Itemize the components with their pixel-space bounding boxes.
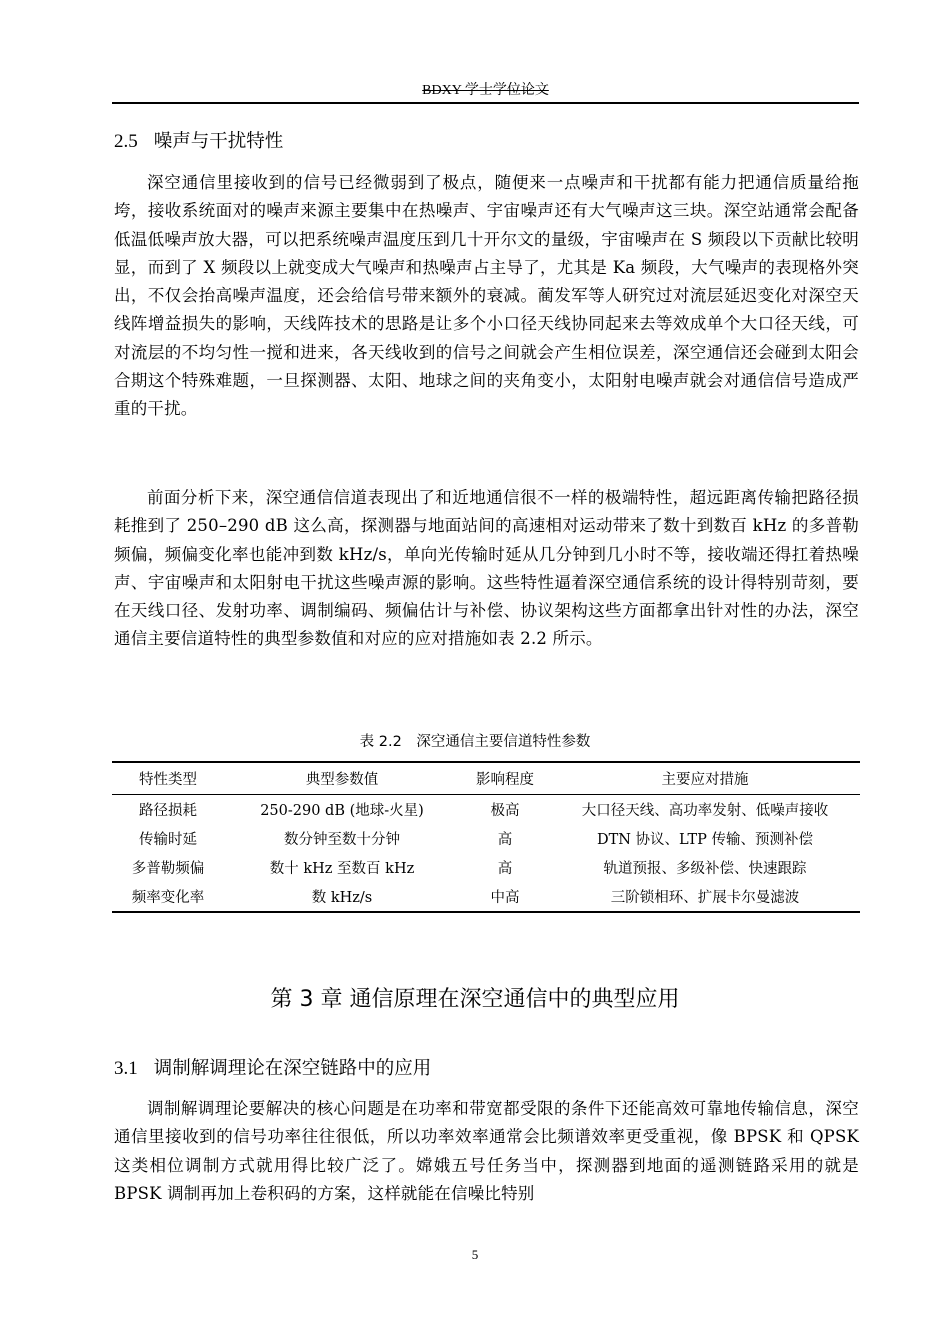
table-cell: DTN 协议、LTP 传输、预测补偿 (596, 832, 814, 848)
section-title: 噪声与干扰特性 (153, 131, 284, 152)
column-header: 特性类型 (139, 772, 197, 788)
table-cell: 多普勒频偏 (131, 861, 205, 877)
section-number: 2.5 (114, 131, 138, 152)
table-cell: 数分钟至数十分钟 (284, 832, 400, 848)
table-cell: 路径损耗 (139, 803, 197, 819)
table-cell: 数十 kHz 至数百 kHz (269, 861, 415, 877)
paragraph-modulation: 调制解调理论要解决的核心问题是在功率和带宽都受限的条件下还能高效可靠地传输信息，深空通信里接收到的信号功率往往很低，所以功率效率通常会比频谱效率更受重视，像 BPSK 和 QPSK 这类相位调制方式就用得比较广泛了。嫦娥五号任务当中，探测器到地面的遥测链路采用的就是 BPSK 调制再加上卷积码的方案，这样就能在信噪比特别 (114, 1099, 859, 1203)
column-header: 影响程度 (476, 772, 534, 788)
column-header: 主要应对措施 (661, 772, 749, 788)
chapter-heading: 第 3 章 通信原理在深空通信中的典型应用 (270, 987, 680, 1012)
channel-parameters-table (112, 761, 860, 913)
table-cell: 轨道预报、多级补偿、快速跟踪 (603, 861, 807, 877)
column-header: 典型参数值 (305, 772, 379, 788)
table-cell: 中高 (490, 890, 520, 906)
table-cell: 极高 (490, 803, 520, 819)
section-title: 调制解调理论在深空链路中的应用 (153, 1058, 432, 1079)
header-title: BDXY 学士学位论文 (422, 83, 549, 98)
table-cell: 高 (497, 832, 513, 848)
page-number: 5 (471, 1247, 479, 1262)
table-header-row (112, 762, 860, 795)
table-caption: 表 2.2 深空通信主要信道特性参数 (359, 734, 591, 750)
table-cell: 大口径天线、高功率发射、低噪声接收 (581, 803, 829, 819)
table-row (112, 882, 860, 912)
paragraph-noise: 深空通信里接收到的信号已经微弱到了极点，随便来一点噪声和干扰都有能力把通信质量给拖垮，接收系统面对的噪声来源主要集中在热噪声、宇宙噪声还有大气噪声这三块。深空站通常会配备低温低噪声放大器，可以把系统噪声温度压到几十开尔文的量级，宇宙噪声在 S 频段以下贡献比较明显，而到了 X 频段以上就变成大气噪声和热噪声占主导了，尤其是 Ka 频段，大气噪声的表现格外突出，不仅会抬高噪声温度，还会给信号带来额外的衰减。蔺发军等人研究过对流层延迟变化对深空天线阵增益损失的影响，天线阵技术的思路是让多个小口径天线协同起来去等效成单个大口径天线，可对流层的不均匀性一搅和进来，各天线收到的信号之间就会产生相位误差，深空通信还会碰到太阳会合期这个特殊难题，一旦探测器、太阳、地球之间的夹角变小，太阳射电噪声就会对通信信号造成严重的干扰。 (114, 173, 859, 419)
table-cell: 传输时延 (139, 832, 197, 848)
section-2-5-heading (114, 127, 283, 153)
running-header (112, 78, 859, 104)
table-cell: 250-290 dB (地球-火星) (260, 803, 424, 819)
table-cell: 频率变化率 (131, 890, 205, 906)
table-cell: 高 (497, 861, 513, 877)
section-number: 3.1 (114, 1058, 138, 1079)
table-cell: 三阶锁相环、扩展卡尔曼滤波 (610, 890, 800, 906)
paragraph-summary: 前面分析下来，深空通信信道表现出了和近地通信很不一样的极端特性，超远距离传输把路径损耗推到了 250–290 dB 这么高，探测器与地面站间的高速相对运动带来了数十到数百 kHz 的多普勒频偏，频偏变化率也能冲到数 kHz/s，单向光传输时延从几分钟到几小时不等，接收端还得扛着热噪声、宇宙噪声和太阳射电干扰这些噪声源的影响。这些特性逼着深空通信系统的设计得特别苛刻，要在天线口径、发射功率、调制编码、频偏估计与补偿、协议架构这些方面都拿出针对性的办法，深空通信主要信道特性的典型参数值和对应的应对措施如表 2.2 所示。 (114, 488, 859, 649)
table-row (112, 853, 860, 882)
table-cell: 数 kHz/s (311, 890, 373, 906)
table-row (112, 824, 860, 853)
table-row (112, 795, 860, 825)
section-3-1-heading (114, 1054, 431, 1080)
